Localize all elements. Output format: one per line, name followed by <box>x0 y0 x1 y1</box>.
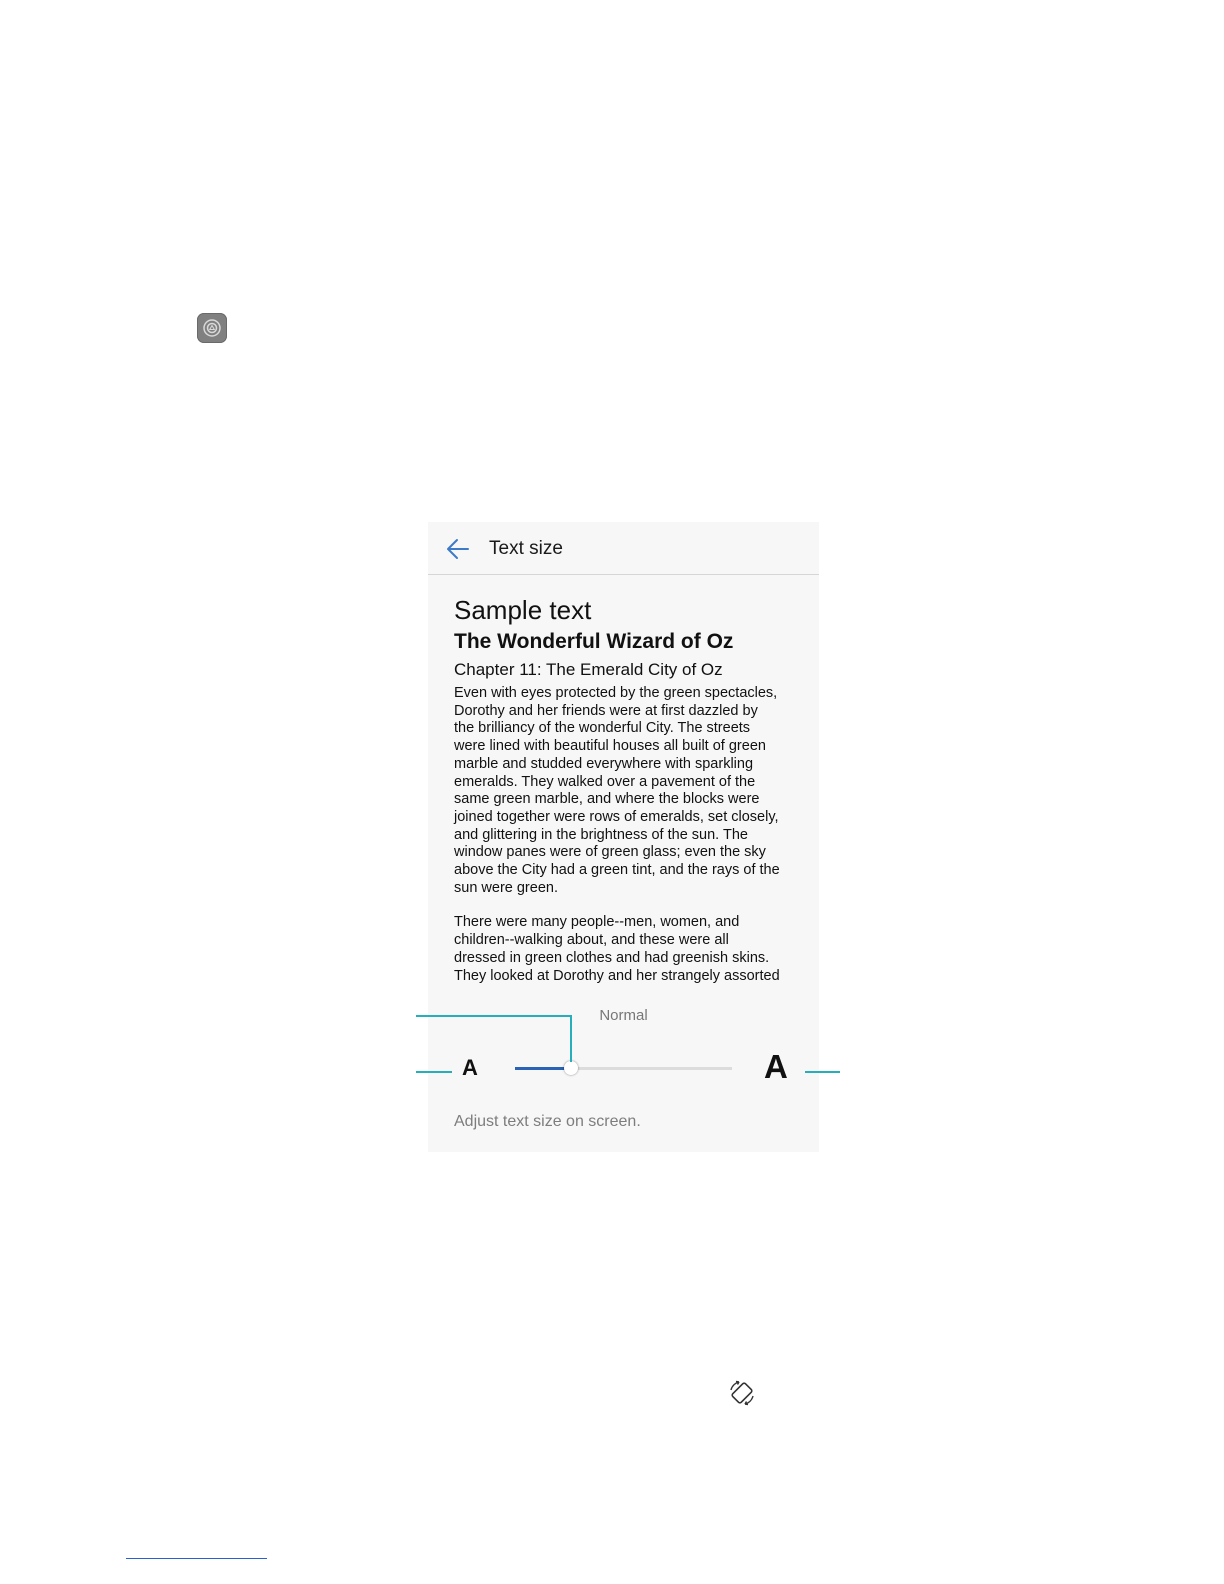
slider-thumb[interactable] <box>564 1061 578 1075</box>
sample-paragraph: Even with eyes protected by the green spectacles, Dorothy and her friends were at first dazzled by the brilliancy of the wonderful City. The streets were lined with beautiful houses all built of green marble and studded everywhere with sparkling emeralds. They walked over a pavement of the same green marble, and where the blocks were joined together were rows of emeralds, set closely, and glittering in the brightness of the sun. The window panes were of green glass; even the sky above the City had a green tint, and the rays of the sun were green. <box>454 685 780 896</box>
callout-line <box>805 1071 840 1073</box>
back-arrow-icon[interactable] <box>446 538 470 560</box>
callout-line <box>416 1071 452 1073</box>
app-bar <box>428 522 819 575</box>
page-title: Text size <box>489 538 563 559</box>
book-title: The Wonderful Wizard of Oz <box>454 630 734 653</box>
hint-text: Adjust text size on screen. <box>454 1113 641 1130</box>
decrease-text-size-button[interactable]: A <box>462 1055 478 1080</box>
text-size-slider[interactable] <box>515 1067 732 1070</box>
sample-heading: Sample text <box>454 595 592 625</box>
increase-text-size-button[interactable]: A <box>764 1048 788 1085</box>
settings-icon <box>197 313 227 343</box>
auto-rotate-icon <box>727 1378 757 1408</box>
text-size-screen <box>428 522 819 1152</box>
sample-text-preview <box>454 593 804 984</box>
callout-line <box>416 1015 572 1017</box>
sample-paragraph: There were many people--men, women, and children--walking about, and these were all dressed in green clothes and had greenish skins. They looked at Dorothy and her strangely assorted <box>454 914 780 984</box>
text-size-value: Normal <box>599 1007 648 1024</box>
slider-fill <box>515 1067 571 1070</box>
callout-line <box>570 1015 572 1062</box>
footnote-divider <box>126 1558 267 1559</box>
chapter-title: Chapter 11: The Emerald City of Oz <box>454 660 723 679</box>
